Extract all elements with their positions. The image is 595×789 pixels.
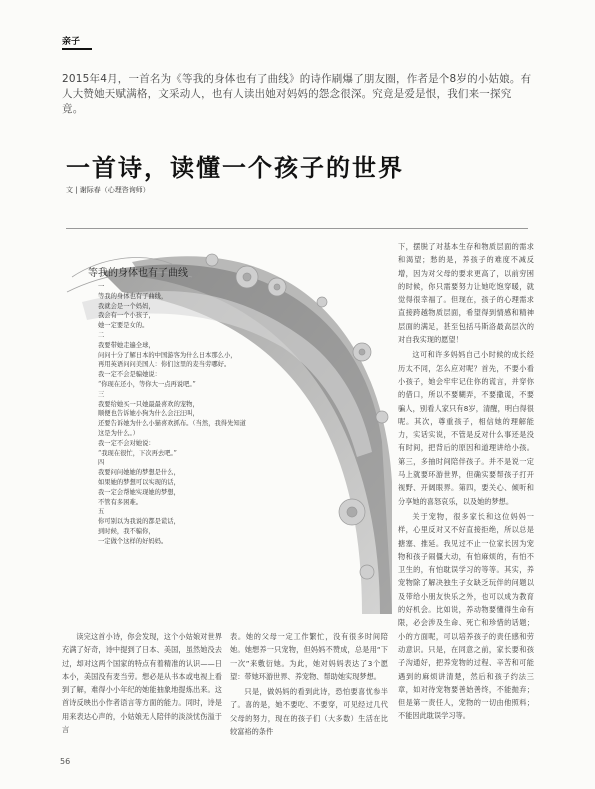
poem-line: 不管有多困难。 <box>98 498 143 506</box>
poem-line: 一定做个这样的好妈妈。 <box>98 537 168 545</box>
paragraph: 表。她的父母一定工作繁忙，没有很多时间陪她。她想养一只宠物，但妈妈不赞成，总是用“下一次”来敷衍她。为此，她对妈妈表达了3个愿望：带她环游世界、养宠物、帮助她实现梦想。 <box>230 632 388 681</box>
text-column-left <box>62 630 222 755</box>
poem-line: 我要带她走遍全球， <box>98 341 155 349</box>
poem-line: 还要告诉她为什么小猫喜欢抓布。（当然，我得先知道 <box>98 420 246 428</box>
paragraph: 下，摆脱了对基本生存和物质层面的需求和渴望；愁的是，养孩子的难度不减反增，因为对父母的要求更高了，以前穷困的时候，你只需要努力让她吃饱穿暖，就觉得很幸福了。但现在，孩子的心理需求直接跨越物质层面，希望得到情感和精神层面的满足，甚至包括马斯洛最高层次的对自我实现的愿望！ <box>398 242 534 345</box>
intro-paragraph: 2015年4月，一首名为《等我的身体也有了曲线》的诗作刷爆了朋友圈，作者是个8岁的小姑娘。有人大赞她天赋满格，文采动人，也有人读出她对妈妈的怨念很深。究竟是爱是恨，我们来一探究竟。 <box>62 73 532 115</box>
paragraph: 这可和许多妈妈自己小时候的成长经历太不同，怎么应对呢？首先，不要小看小孩子，她会牢牢记住你的谎言，并穿你的借口，所以不要糊弄，不要撒谎，不要骗人，别看人家只有8岁，清醒，明白得很呢。其次，尊重孩子，相信她的理解能力，实话实说，不管是反对什么事还是没有时间，把背后的原因和道理讲给小孩。第三，多抽时间陪伴孩子。并不是说一定马上就要环游世界，但确实要帮孩子打开视野、开阔眼界。第四，要关心、倾听和分享她的喜怒哀乐，以及她的梦想。 <box>398 350 534 506</box>
poem-line: 四 <box>98 459 105 467</box>
author-line: 文 | 谢际春（心理咨询师） <box>66 186 150 194</box>
paragraph: 只是，做妈妈的看到此诗，恐怕要喜忧参半了。喜的是，她不要吃、不要穿，可见经过几代父母的努力，现在的孩子们（大多数）生活在比较富裕的条件 <box>230 687 388 737</box>
poem-line: “你现在还小，等你大一点再说吧。” <box>98 380 196 388</box>
poem-line: 顺便也告诉她小狗为什么会汪汪叫， <box>98 410 199 418</box>
poem-line: 五 <box>98 508 105 516</box>
poem-line: 她一定要是女的。 <box>98 322 149 330</box>
poem-line: “我现在很忙，下次再去吧。” <box>98 449 177 457</box>
poem-line: 你可别以为我说的都是谎话， <box>98 518 180 526</box>
page-number: 56 <box>60 757 71 766</box>
article-title: 一首诗，读懂一个孩子的世界 <box>66 153 404 182</box>
poem-line: 三 <box>98 390 105 398</box>
poem-body <box>98 282 326 547</box>
poem-line: 一 <box>98 283 105 290</box>
column-label-underline <box>62 48 92 50</box>
poem-line: 我一定会帮她实现她的梦想， <box>98 488 180 496</box>
paragraph: 读完这首小诗，你会发现，这个小姑娘对世界充满了好奇，诗中提到了日本、美国，虽然她没去过，却对这两个国家的特点有着精准的认识——日本小，美国没有麦当劳。想必是从书本或电视上看到了解，难得小小年纪的她能抽象地提炼出来。这首诗反映出小作者语言等方面的能力。同时，诗是用来表达心声的，小姑娘无人陪伴的淡淡忧伤溢于言 <box>62 632 222 735</box>
poem-line: 如果她的梦想可以实现的话， <box>98 478 180 486</box>
text-column-right <box>398 240 534 746</box>
poem-line: 我一定不会是骗她说： <box>98 371 161 379</box>
column-label: 亲子 <box>62 37 81 47</box>
poem-line: 这是为什么。） <box>98 429 139 437</box>
poem-line: 我一定不会对她说： <box>98 439 155 447</box>
poem-line: 我要问问她她的梦想是什么， <box>98 469 180 477</box>
paragraph: 关于宠物，很多家长和这位妈妈一样，心里反对又不好直接拒绝，所以总是搪塞、推延。我见过不止一位家长因为宠物和孩子闹僵大动，有怕麻烦的，有怕不卫生的，有怕耽误学习的等等。其实，养宠物除了解决独生子女缺乏玩伴的问题以及带给小朋友快乐之外，也可以成为教育的好机会。比如说，养动物要懂得生命有限，必会涉及生命、死亡和珍惜的话题；小的方面呢，可以培养孩子的责任感和劳动意识。只是，在同意之前，家长要和孩子沟通好，把养宠物的过程、辛苦和可能遇到的麻烦讲清楚，然后和孩子约法三章，如对待宠物要善始善终，不能抛弃；但是第一责任人，宠物的一切由他照料；不能因此耽误学习等。 <box>398 511 534 721</box>
poem-title: 等我的身体也有了曲线 <box>88 268 188 279</box>
poem-line: 二 <box>98 331 105 339</box>
poem-line: 我就会是一个妈妈， <box>98 302 155 310</box>
poem-line: 等我的身体也有了曲线， <box>98 292 168 300</box>
text-column-middle <box>230 630 388 755</box>
poem-line: 我会有一个小孩子， <box>98 312 155 320</box>
poem-line: 再用英语问问美国人：你们这里的麦当劳哪好。 <box>98 361 231 369</box>
header-rule <box>66 228 528 229</box>
poem-line: 问问十分了解日本的中国游客为什么日本那么小， <box>98 351 237 359</box>
poem-line: 到时候，我不骗你， <box>98 527 155 535</box>
poem-line: 我要给她买一只她最最喜欢的宠物， <box>98 400 199 408</box>
